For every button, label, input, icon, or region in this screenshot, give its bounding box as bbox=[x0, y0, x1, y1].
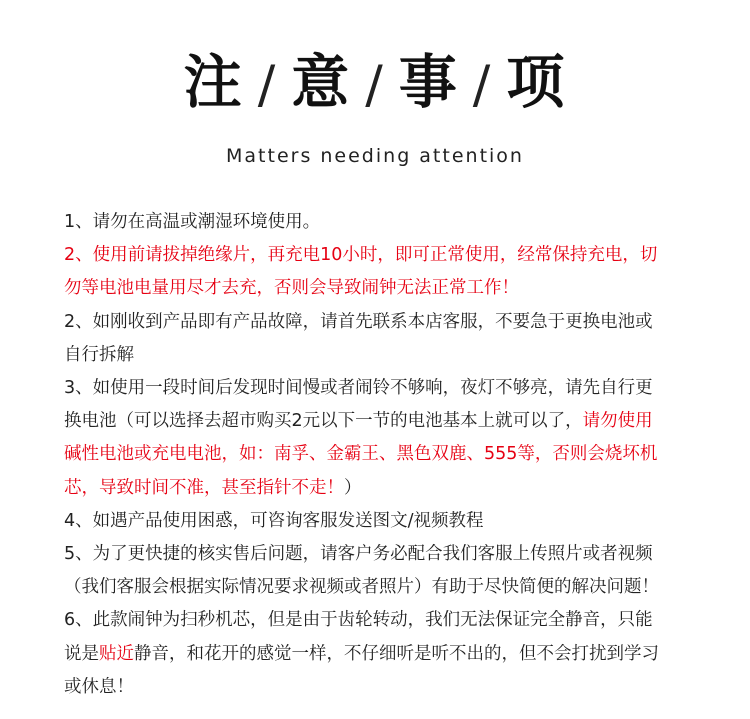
note-text: 换电池（可以选择去超市购买2元以下一节的电池基本上就可以了， bbox=[64, 411, 583, 432]
note-line: 1、请勿在高温或潮湿环境使用。 bbox=[64, 212, 321, 232]
note-text: 静音，和花开的感觉一样，不仔细听是听不出的，但不会打扰到学习 bbox=[134, 643, 659, 664]
title-char-2: 意 bbox=[291, 48, 352, 116]
note-line: 2、如刚收到产品即有产品故障，请首先联系本店客服，不要急于更换电池或 bbox=[64, 311, 653, 332]
note-text: 说是 bbox=[64, 643, 99, 664]
note-line bbox=[64, 638, 694, 671]
page-subtitle: Matters needing attention bbox=[226, 145, 524, 167]
note-line-warning: 碱性电池或充电电池，如：南孚、金霸王、黑色双鹿、555等，否则会烧坏机 bbox=[64, 444, 658, 465]
title-char-1: 注 bbox=[183, 48, 244, 116]
note-line bbox=[64, 405, 694, 438]
note-line-warning: 勿等电池电量用尽才去充，否则会导致闹钟无法正常工作！ bbox=[64, 278, 519, 299]
page-title bbox=[0, 42, 750, 125]
title-char-3: 事 bbox=[398, 48, 459, 116]
title-separator: / bbox=[257, 55, 278, 115]
note-text: ） bbox=[344, 477, 362, 498]
title-separator: / bbox=[472, 55, 493, 115]
note-line: 5、为了更快捷的核实售后问题，请客户务必配合我们客服上传照片或者视频 bbox=[64, 544, 653, 565]
note-text-warning: 芯，导致时间不准，甚至指针不走！ bbox=[64, 477, 344, 498]
title-char-4: 项 bbox=[506, 48, 567, 116]
title-separator: / bbox=[365, 55, 385, 115]
notes-list bbox=[64, 206, 694, 704]
note-line: 6、此款闹钟为扫秒机芯，但是由于齿轮转动，我们无法保证完全静音，只能 bbox=[64, 610, 653, 631]
note-text-warning: 请勿使用 bbox=[582, 411, 653, 432]
note-line-warning: 2、使用前请拔掉绝缘片，再充电10小时，即可正常使用，经常保持充电，切 bbox=[64, 245, 658, 266]
note-line: 3、如使用一段时间后发现时间慢或者闹铃不够响，夜灯不够亮，请先自行更 bbox=[64, 378, 653, 399]
note-line: 或休息！ bbox=[64, 676, 134, 697]
note-line bbox=[64, 472, 694, 505]
note-line: 自行拆解 bbox=[64, 344, 134, 365]
note-line: 4、如遇产品使用困惑，可咨询客服发送图文/视频教程 bbox=[64, 510, 484, 531]
note-line: （我们客服会根据实际情况要求视频或者照片）有助于尽快简便的解决问题！ bbox=[64, 577, 659, 598]
note-text-highlight: 贴近 bbox=[99, 643, 134, 664]
